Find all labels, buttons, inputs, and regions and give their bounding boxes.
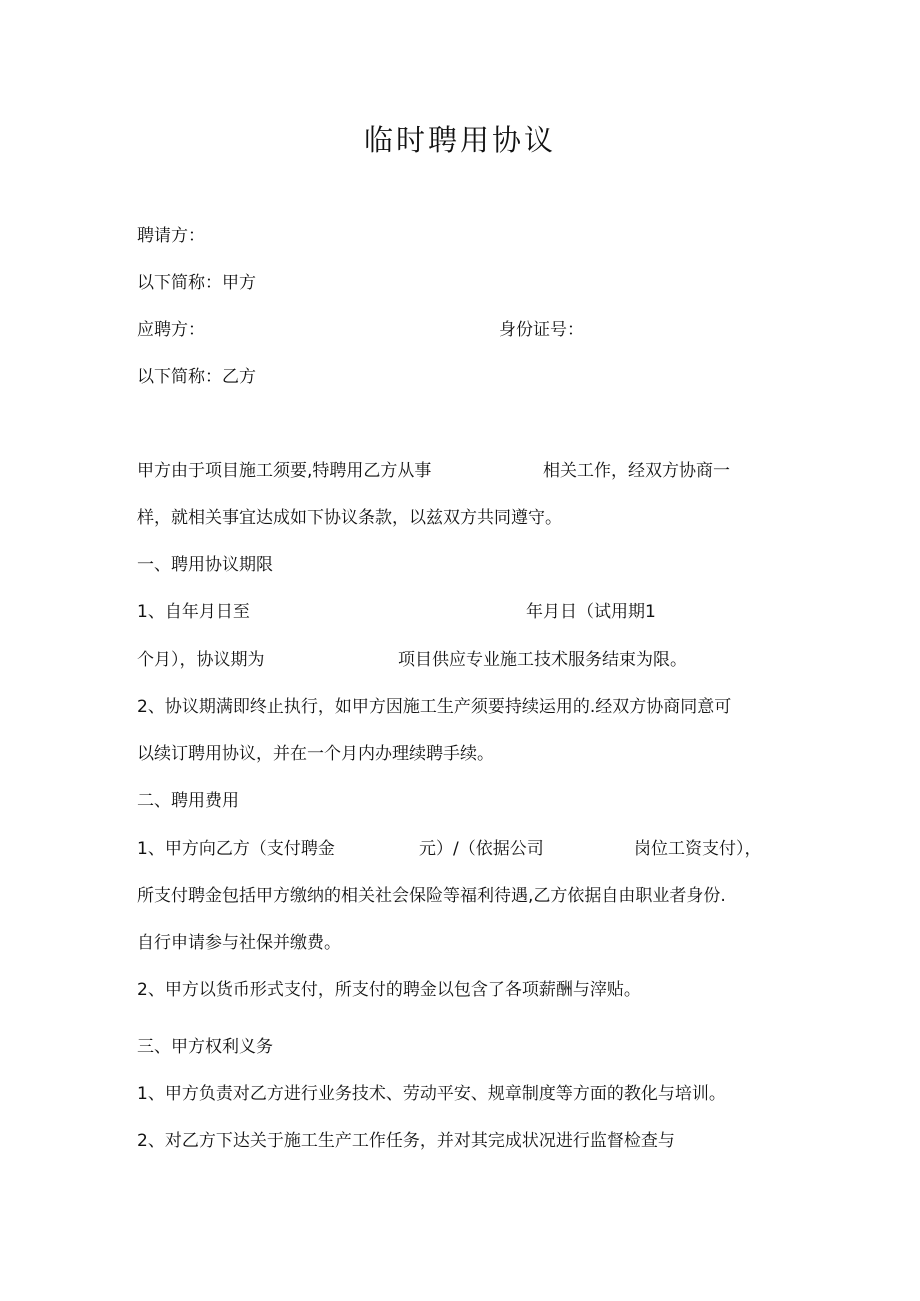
section-1-item-2-line-2: 以续订聘用协议，并在一个月内办理续聘手续。 (137, 744, 494, 764)
section-2-heading: 二、聘用费用 (137, 791, 239, 811)
party-a-alias: 以下简称：甲方 (137, 273, 256, 293)
section-2-item-1-line-2: 所支付聘金包括甲方缴纳的相关社会保险等福利待遇,乙方依据自由职业者身份. (137, 886, 726, 906)
id-number-label: 身份证号： (499, 320, 584, 340)
section-2-item-1-line-3: 自行申请参与社保并缴费。 (137, 933, 341, 953)
term-end-text: 年月日（试用期1 (526, 602, 656, 622)
fee-text-part2: 元）/（依据公司 (419, 839, 544, 859)
fee-text-part3: 岗位工资支付）， (634, 839, 762, 859)
section-1-heading: 一、聘用协议期限 (137, 555, 273, 575)
party-b-alias: 以下简称：乙方 (137, 367, 256, 387)
term-start-text: 1、自年月日至 (137, 602, 250, 622)
section-2-item-2: 2、甲方以货币形式支付，所支付的聘金以包含了各项薪酬与滓贴。 (137, 980, 641, 1000)
section-3-item-1: 1、甲方负责对乙方进行业务技术、劳动平安、规章制度等方面的教化与培训。 (137, 1084, 726, 1104)
term-project-text: 项目供应专业施工技术服务结束为限。 (398, 650, 687, 670)
section-1-item-2-line-1: 2、协议期满即终止执行，如甲方因施工生产须要持续运用的.经双方协商同意可 (137, 697, 732, 717)
party-a-label: 聘请方： (137, 226, 205, 246)
section-3-heading: 三、甲方权利义务 (137, 1037, 273, 1057)
term-period-text: 个月），协议期为 (137, 650, 265, 670)
intro-text-part1: 甲方由于项目施工须要,特聘用乙方从事 (137, 461, 432, 481)
intro-line-2: 样，就相关事宜达成如下协议条款，以兹双方共同遵守。 (137, 508, 562, 528)
intro-text-part2: 相关工作，经双方协商一 (543, 461, 730, 481)
party-b-label: 应聘方： (137, 320, 205, 340)
document-title: 临时聘用协议 (363, 123, 556, 157)
fee-text-part1: 1、甲方向乙方（支付聘金 (137, 839, 335, 859)
section-3-item-2: 2、对乙方下达关于施工生产工作任务，并对其完成状况进行监督检查与 (137, 1131, 675, 1151)
